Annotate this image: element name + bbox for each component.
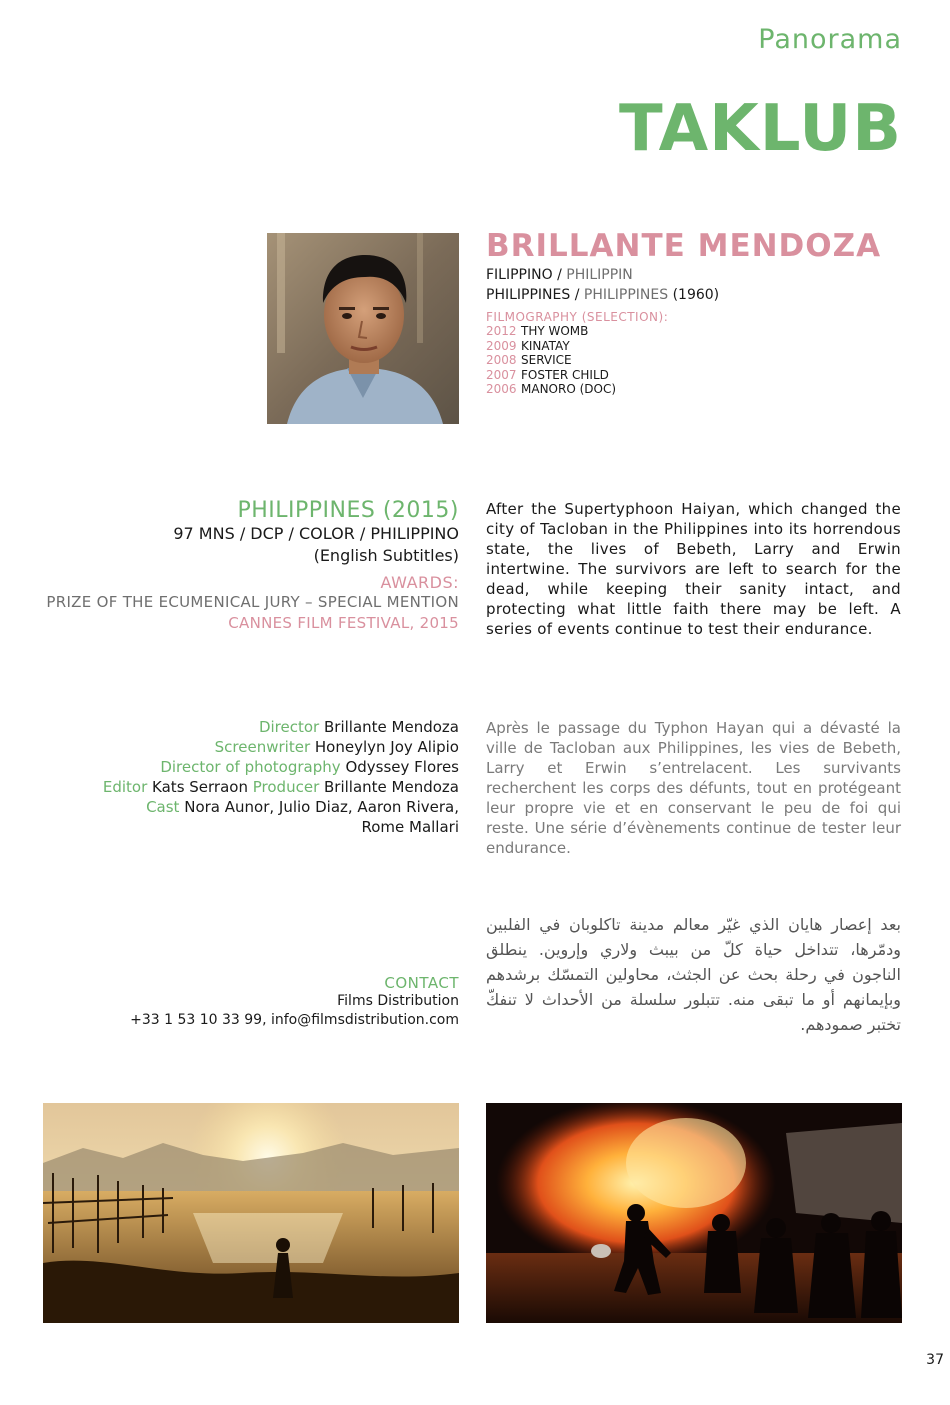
filmography-list	[486, 324, 906, 397]
awards-label: AWARDS:	[380, 573, 459, 592]
film-still-sunset-image	[43, 1103, 459, 1323]
credit-value: Brillante Mendoza	[324, 718, 459, 736]
film-info	[19, 498, 459, 634]
filmography-year: 2012	[486, 324, 517, 338]
film-specs: 97 MNS / DCP / COLOR / PHILIPPINO	[173, 524, 459, 543]
film-still-fire-image	[486, 1103, 902, 1323]
credit-value: Kats Serraon	[152, 778, 248, 796]
credit-cast	[19, 797, 459, 817]
filmography-title: THY WOMB	[521, 324, 589, 338]
film-still-sunset	[43, 1103, 459, 1323]
credit-value: Brillante Mendoza	[324, 778, 459, 796]
award-name: PRIZE OF THE ECUMENICAL JURY – SPECIAL MENTION	[46, 593, 459, 611]
director-portrait-image	[267, 233, 459, 424]
synopsis-arabic: بعد إعصار هايان الذي غيّر معالم مدينة تاكلوبان في الفلبين ودمّرها، تتداخل حياة كلّ من بيبث ولاري وإروين. ينطلق الناجون في رحلة بحث عن الجثث، محاولين التمسّك برشدهم وبإيمانهم أو ما تبقى منه. تتبلور سلسلة من الأحداث لا تنفكّ تختبر صمودهم.	[486, 915, 901, 1034]
credit-director	[19, 717, 459, 737]
credit-value: Nora Aunor, Julio Diaz, Aaron Rivera,	[184, 798, 459, 816]
credit-value: Odyssey Flores	[345, 758, 459, 776]
filmography-title: KINATAY	[521, 338, 570, 353]
filmography-title: MANORO (DOC)	[521, 382, 617, 396]
filmography-year: 2009	[486, 338, 517, 353]
film-still-fire	[486, 1103, 902, 1323]
section-label: Panorama	[758, 24, 902, 55]
contact-label: CONTACT	[384, 974, 459, 992]
country-fr: PHILIPPINES	[583, 287, 669, 303]
filmography-year: 2007	[486, 367, 517, 382]
film-country-year: PHILIPPINES (2015)	[237, 498, 459, 523]
credit-dop	[19, 757, 459, 777]
filmography-year: 2008	[486, 353, 517, 367]
credit-label: Cast	[146, 798, 180, 816]
credit-label: Producer	[252, 778, 320, 796]
filmography-item	[486, 353, 906, 368]
contact-company: Films Distribution	[337, 993, 459, 1009]
director-nationality: FILIPPINO / PHILIPPIN	[486, 267, 633, 283]
contact-details[interactable]: +33 1 53 10 33 99, info@filmsdistribution.com	[130, 1012, 459, 1028]
film-title: TAKLUB	[618, 92, 902, 166]
filmography-item	[486, 324, 906, 339]
director-country: PHILIPPINES / PHILIPPINES (1960)	[486, 287, 720, 303]
synopsis-english: After the Supertyphoon Haiyan, which changed the city of Tacloban in the Philippines into its horrendous state, the lives of Bebeth, Larry and Erwin intertwine. The survivors are left to search for the dead, while keeping their sanity intact, and protecting what little faith there may be left. A series of events continue to test their endurance.	[486, 500, 901, 638]
film-credits	[19, 717, 459, 837]
director-portrait	[267, 233, 459, 424]
film-subtitles: (English Subtitles)	[313, 546, 459, 565]
director-info	[486, 228, 906, 397]
birth-year: (1960)	[672, 287, 720, 303]
credit-label: Director	[258, 718, 320, 736]
filmography-item	[486, 339, 906, 354]
credit-cast-continued: Rome Mallari	[361, 818, 459, 836]
filmography-title: FOSTER CHILD	[521, 367, 609, 382]
director-name: BRILLANTE MENDOZA	[486, 228, 882, 264]
filmography-title: SERVICE	[521, 353, 572, 367]
filmography-year: 2006	[486, 382, 517, 396]
credit-label: Director of photography	[160, 758, 341, 776]
credit-editor-producer	[19, 777, 459, 797]
award-festival: CANNES FILM FESTIVAL, 2015	[228, 614, 459, 632]
filmography-item	[486, 368, 906, 383]
country-en: PHILIPPINES	[486, 287, 571, 303]
filmography-item	[486, 382, 906, 397]
nationality-en: FILIPPINO	[486, 267, 553, 283]
credit-value: Honeylyn Joy Alipio	[314, 738, 459, 756]
credit-label: Screenwriter	[214, 738, 311, 756]
page-number: 37	[926, 1352, 944, 1368]
synopsis-french: Après le passage du Typhon Hayan qui a dévasté la ville de Tacloban aux Philippines, les vies de Bebeth, Larry et Erwin s’entrelacent. Les survivants recherchent les corps des défunts, tout en protégeant leur propre vie et en conservant le peu de foi qui reste. Une série d’évènements continue de tester leur endurance.	[486, 719, 901, 857]
filmography-label: FILMOGRAPHY (SELECTION):	[486, 310, 669, 324]
credit-screenwriter	[19, 737, 459, 757]
contact-block	[19, 974, 459, 1030]
credit-label: Editor	[102, 778, 148, 796]
nationality-fr: PHILIPPIN	[566, 267, 633, 283]
